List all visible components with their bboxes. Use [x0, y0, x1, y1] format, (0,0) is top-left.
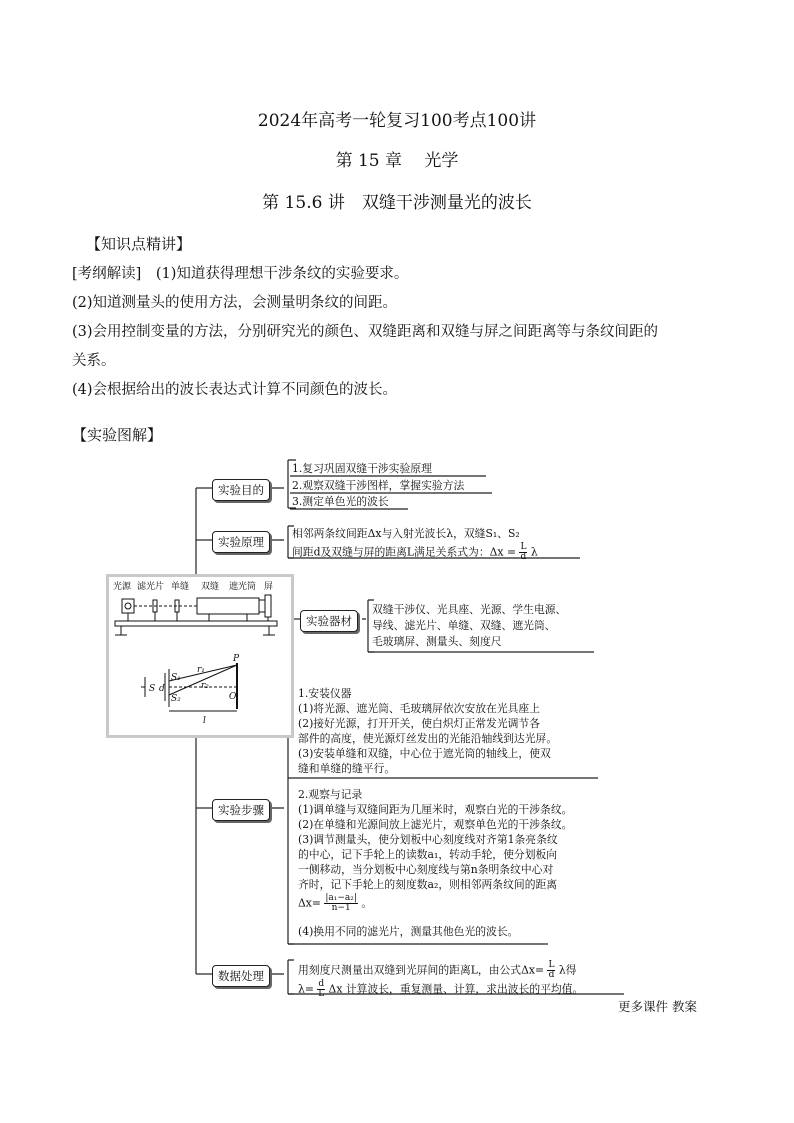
- equipment-line: 导线、滤光片、单缝、双缝、遮光筒、: [372, 619, 556, 632]
- data-text: Δx 计算波长，重复测量、计算，求出波长的平均值。: [328, 982, 584, 996]
- label-filter: 滤光片: [137, 582, 165, 592]
- formula-den: n−1: [331, 903, 351, 913]
- knowledge-line: (3)会用控制变量的方法，分别研究光的颜色、双缝距离和双缝与屏之间距离等与条纹间距的: [72, 324, 659, 340]
- purpose-item: 3.测定单色光的波长: [292, 495, 389, 508]
- data-fraction-1: [547, 961, 555, 980]
- node-steps: 实验步骤: [212, 799, 270, 821]
- knowledge-line: (4)会根据给出的波长表达式计算不同颜色的波长。: [72, 382, 398, 398]
- frac-den: d: [548, 970, 555, 980]
- knowledge-line: 关系。: [72, 353, 116, 369]
- observe-last: (4)换用不同的滤光片，测量其他色光的波长。: [298, 925, 519, 938]
- formula-end: 。: [361, 896, 373, 910]
- apparatus-svg: [109, 577, 291, 735]
- observe-line: 的中心，记下手轮上的读数a₁，转动手轮，使分划板向: [298, 848, 558, 861]
- principle-line: 相邻两条纹间距Δx与入射光波长λ，双缝S₁、S₂: [292, 527, 520, 540]
- node-data: 数据处理: [212, 965, 270, 987]
- lecture-title: 第 15.6 讲 双缝干涉测量光的波长: [262, 193, 532, 213]
- label-tube: 遮光筒: [229, 582, 257, 592]
- data-text: 用刻度尺测量出双缝到光屏间的距离L，由公式Δx=: [298, 963, 545, 977]
- knowledge-line: [考纲解读] (1)知道获得理想干涉条纹的实验要求。: [72, 266, 409, 282]
- label-S2: S₂: [171, 694, 181, 704]
- principle-tail: λ: [530, 545, 538, 559]
- principle-text: 间距d及双缝与屏的距离L满足关系式为：Δx =: [292, 545, 516, 559]
- purpose-item: 2.观察双缝干涉图样，掌握实验方法: [292, 479, 465, 492]
- observe-formula: [298, 894, 372, 913]
- label-single-slit: 单缝: [171, 582, 190, 592]
- install-line: (3)安装单缝和双缝，中心位于遮光筒的轴线上，使双: [298, 747, 551, 760]
- page-title: 2024年高考一轮复习100考点100讲: [257, 111, 537, 131]
- knowledge-line: (2)知道测量头的使用方法，会测量明条纹的间距。: [72, 295, 398, 311]
- label-S: S: [149, 684, 156, 694]
- label-double-slit: 双缝: [201, 582, 220, 592]
- formula-lhs: Δx=: [298, 896, 321, 910]
- observe-line: (2)在单缝和光源间放上滤光片，观察单色光的干涉条纹。: [298, 818, 573, 831]
- label-d: d: [159, 684, 165, 694]
- observe-line: (3)调节测量头，使分划板中心刻度线对齐第1条亮条纹: [298, 833, 558, 846]
- install-title: 1.安装仪器: [298, 687, 352, 700]
- diagram-heading: 【实验图解】: [72, 426, 163, 444]
- label-screen: 屏: [264, 582, 274, 592]
- node-principle: 实验原理: [212, 531, 270, 553]
- principle-fraction: [519, 543, 527, 562]
- label-S1: S₁: [171, 673, 181, 683]
- frac-num: L: [520, 542, 527, 552]
- data-line-1: [298, 961, 577, 980]
- install-line: (1)将光源、遮光筒、毛玻璃屏依次安放在光具座上: [298, 702, 541, 715]
- observe-title: 2.观察与记录: [298, 788, 363, 801]
- label-light-source: 光源: [113, 582, 132, 592]
- label-r1: r₁: [197, 665, 205, 675]
- purpose-item: 1.复习巩固双缝干涉实验原理: [292, 462, 432, 475]
- install-line: 缝和单缝的缝平行。: [298, 762, 396, 775]
- frac-den: L: [318, 989, 325, 999]
- label-l: l: [203, 716, 206, 726]
- observe-line: 一侧移动，当分划板中心刻度线与第n条明条纹中心对: [298, 863, 554, 876]
- chapter-title: 第 15 章 光学: [335, 151, 459, 171]
- footer-link[interactable]: 更多课件 教案: [618, 999, 697, 1014]
- node-purpose: 实验目的: [212, 479, 270, 501]
- label-r2: r₂: [201, 681, 209, 691]
- data-text: λ=: [298, 982, 314, 996]
- equipment-line: 毛玻璃屏、测量头、刻度尺: [372, 635, 502, 648]
- label-O: O: [229, 692, 237, 702]
- observe-line: (1)调单缝与双缝间距为几厘米时，观察白光的干涉条纹。: [298, 803, 573, 816]
- equipment-line: 双缝干涉仪、光具座、光源、学生电源、: [372, 603, 567, 616]
- node-equipment: 实验器材: [300, 610, 358, 632]
- label-P: P: [233, 654, 240, 664]
- apparatus-illustration: [106, 574, 294, 738]
- observe-line: 齐时，记下手轮上的刻度数a₂，则相邻两条纹间的距离: [298, 878, 558, 891]
- formula-fraction: [324, 894, 358, 913]
- install-line: (2)接好光源，打开开关，使白炽灯正常发光调节各: [298, 717, 541, 730]
- data-fraction-2: [317, 980, 325, 999]
- frac-num: d: [318, 979, 325, 989]
- principle-line-2: [292, 543, 538, 562]
- frac-den: d: [520, 552, 527, 562]
- knowledge-heading: 【知识点精讲】: [86, 235, 192, 253]
- install-line: 部件的高度，使光源灯丝发出的光能沿轴线到达光屏。: [298, 732, 558, 745]
- data-text: λ得: [558, 963, 577, 977]
- data-line-2: [298, 980, 583, 999]
- formula-num: |a₁−a₂|: [325, 893, 357, 903]
- frac-num: L: [548, 960, 555, 970]
